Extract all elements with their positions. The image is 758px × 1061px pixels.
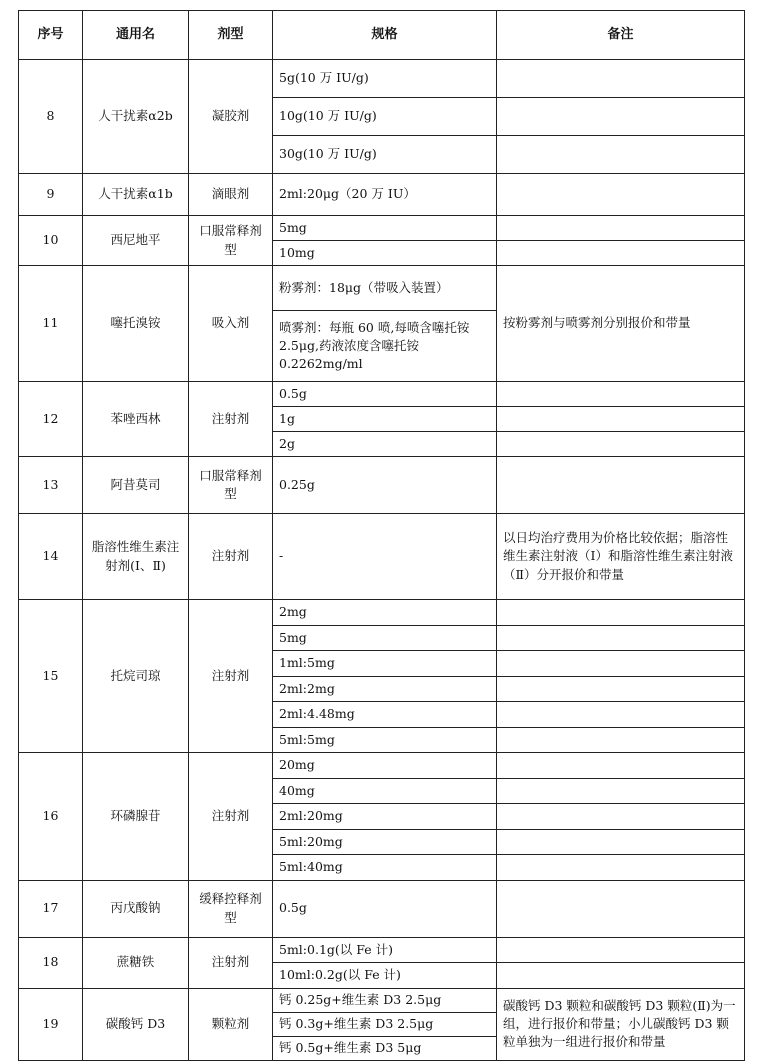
row-note bbox=[497, 753, 745, 779]
row-note bbox=[497, 174, 745, 216]
table-row bbox=[19, 937, 745, 963]
row-spec: 钙 0.25g+维生素 D3 2.5μg bbox=[273, 988, 497, 1012]
row-form: 凝胶剂 bbox=[189, 60, 273, 174]
row-spec: 2g bbox=[273, 432, 497, 457]
row-name: 环磷腺苷 bbox=[83, 753, 189, 881]
row-form: 吸入剂 bbox=[189, 266, 273, 382]
row-seq: 19 bbox=[19, 988, 83, 1060]
row-note bbox=[497, 880, 745, 937]
row-note: 按粉雾剂与喷雾剂分别报价和带量 bbox=[497, 266, 745, 382]
row-note bbox=[497, 60, 745, 98]
row-seq: 17 bbox=[19, 880, 83, 937]
row-form: 注射剂 bbox=[189, 753, 273, 881]
row-note bbox=[497, 625, 745, 651]
row-form: 注射剂 bbox=[189, 514, 273, 600]
row-form: 口服常释剂型 bbox=[189, 216, 273, 266]
row-note bbox=[497, 407, 745, 432]
row-note bbox=[497, 778, 745, 804]
table-row bbox=[19, 216, 745, 241]
row-spec: 2ml:4.48mg bbox=[273, 702, 497, 728]
row-name: 人干扰素α1b bbox=[83, 174, 189, 216]
row-spec: 钙 0.5g+维生素 D3 5μg bbox=[273, 1036, 497, 1060]
row-spec: 5mg bbox=[273, 216, 497, 241]
row-note bbox=[497, 702, 745, 728]
row-note bbox=[497, 804, 745, 830]
row-spec: 5ml:0.1g(以 Fe 计) bbox=[273, 937, 497, 963]
row-name: 人干扰素α2b bbox=[83, 60, 189, 174]
row-form: 注射剂 bbox=[189, 382, 273, 457]
table-row bbox=[19, 457, 745, 514]
row-spec: 5g(10 万 IU/g) bbox=[273, 60, 497, 98]
row-note bbox=[497, 98, 745, 136]
table-row bbox=[19, 988, 745, 1012]
row-form: 注射剂 bbox=[189, 937, 273, 988]
row-spec: 5ml:40mg bbox=[273, 855, 497, 881]
row-spec: 30g(10 万 IU/g) bbox=[273, 136, 497, 174]
row-name: 丙戊酸钠 bbox=[83, 880, 189, 937]
table-row bbox=[19, 600, 745, 626]
row-form: 注射剂 bbox=[189, 600, 273, 753]
row-name: 托烷司琼 bbox=[83, 600, 189, 753]
row-note: 碳酸钙 D3 颗粒和碳酸钙 D3 颗粒(Ⅱ)为一组，进行报价和带量；小儿碳酸钙 D3 颗粒单独为一组进行报价和带量 bbox=[497, 988, 745, 1060]
row-form: 口服常释剂型 bbox=[189, 457, 273, 514]
row-note bbox=[497, 829, 745, 855]
row-spec: 2ml:20μg（20 万 IU） bbox=[273, 174, 497, 216]
row-seq: 15 bbox=[19, 600, 83, 753]
table-row bbox=[19, 266, 745, 311]
row-spec: 0.25g bbox=[273, 457, 497, 514]
row-note bbox=[497, 651, 745, 677]
row-note bbox=[497, 937, 745, 963]
row-spec: 粉雾剂：18μg（带吸入装置） bbox=[273, 266, 497, 311]
table-row bbox=[19, 880, 745, 937]
header-name: 通用名 bbox=[83, 11, 189, 60]
header-seq: 序号 bbox=[19, 11, 83, 60]
row-spec: 10mg bbox=[273, 241, 497, 266]
row-form: 颗粒剂 bbox=[189, 988, 273, 1060]
row-spec: 2ml:2mg bbox=[273, 676, 497, 702]
row-note bbox=[497, 241, 745, 266]
row-seq: 12 bbox=[19, 382, 83, 457]
row-seq: 9 bbox=[19, 174, 83, 216]
row-name: 噻托溴铵 bbox=[83, 266, 189, 382]
row-name: 脂溶性维生素注射剂(Ⅰ、Ⅱ) bbox=[83, 514, 189, 600]
row-note bbox=[497, 963, 745, 989]
table-row bbox=[19, 514, 745, 600]
row-spec: 钙 0.3g+维生素 D3 2.5μg bbox=[273, 1012, 497, 1036]
table-row bbox=[19, 174, 745, 216]
table-row bbox=[19, 382, 745, 407]
row-seq: 11 bbox=[19, 266, 83, 382]
row-name: 阿昔莫司 bbox=[83, 457, 189, 514]
row-spec: 5ml:20mg bbox=[273, 829, 497, 855]
row-spec: 5mg bbox=[273, 625, 497, 651]
row-name: 苯唑西林 bbox=[83, 382, 189, 457]
row-spec: - bbox=[273, 514, 497, 600]
row-note bbox=[497, 136, 745, 174]
row-spec: 5ml:5mg bbox=[273, 727, 497, 753]
row-seq: 18 bbox=[19, 937, 83, 988]
row-note bbox=[497, 216, 745, 241]
row-name: 西尼地平 bbox=[83, 216, 189, 266]
row-note bbox=[497, 382, 745, 407]
table-row bbox=[19, 753, 745, 779]
row-spec: 2ml:20mg bbox=[273, 804, 497, 830]
header-form: 剂型 bbox=[189, 11, 273, 60]
row-spec: 1ml:5mg bbox=[273, 651, 497, 677]
row-spec: 10ml:0.2g(以 Fe 计) bbox=[273, 963, 497, 989]
header-note: 备注 bbox=[497, 11, 745, 60]
row-seq: 14 bbox=[19, 514, 83, 600]
row-seq: 10 bbox=[19, 216, 83, 266]
table-row bbox=[19, 60, 745, 98]
table-header-row bbox=[19, 11, 745, 60]
row-form: 滴眼剂 bbox=[189, 174, 273, 216]
drug-spec-table bbox=[18, 10, 745, 1061]
row-spec: 10g(10 万 IU/g) bbox=[273, 98, 497, 136]
row-spec: 喷雾剂：每瓶 60 喷,每喷含噻托铵 2.5μg,药液浓度含噻托铵 0.2262mg/ml bbox=[273, 311, 497, 382]
row-spec: 1g bbox=[273, 407, 497, 432]
row-name: 蔗糖铁 bbox=[83, 937, 189, 988]
row-name: 碳酸钙 D3 bbox=[83, 988, 189, 1060]
row-note: 以日均治疗费用为价格比较依据；脂溶性维生素注射液（Ⅰ）和脂溶性维生素注射液（Ⅱ）分开报价和带量 bbox=[497, 514, 745, 600]
row-form: 缓释控释剂型 bbox=[189, 880, 273, 937]
row-note bbox=[497, 432, 745, 457]
row-spec: 40mg bbox=[273, 778, 497, 804]
row-seq: 8 bbox=[19, 60, 83, 174]
row-spec: 0.5g bbox=[273, 382, 497, 407]
row-seq: 16 bbox=[19, 753, 83, 881]
row-note bbox=[497, 676, 745, 702]
row-note bbox=[497, 727, 745, 753]
row-spec: 20mg bbox=[273, 753, 497, 779]
header-spec: 规格 bbox=[273, 11, 497, 60]
row-note bbox=[497, 600, 745, 626]
row-seq: 13 bbox=[19, 457, 83, 514]
row-spec: 2mg bbox=[273, 600, 497, 626]
row-note bbox=[497, 855, 745, 881]
row-spec: 0.5g bbox=[273, 880, 497, 937]
row-note bbox=[497, 457, 745, 514]
